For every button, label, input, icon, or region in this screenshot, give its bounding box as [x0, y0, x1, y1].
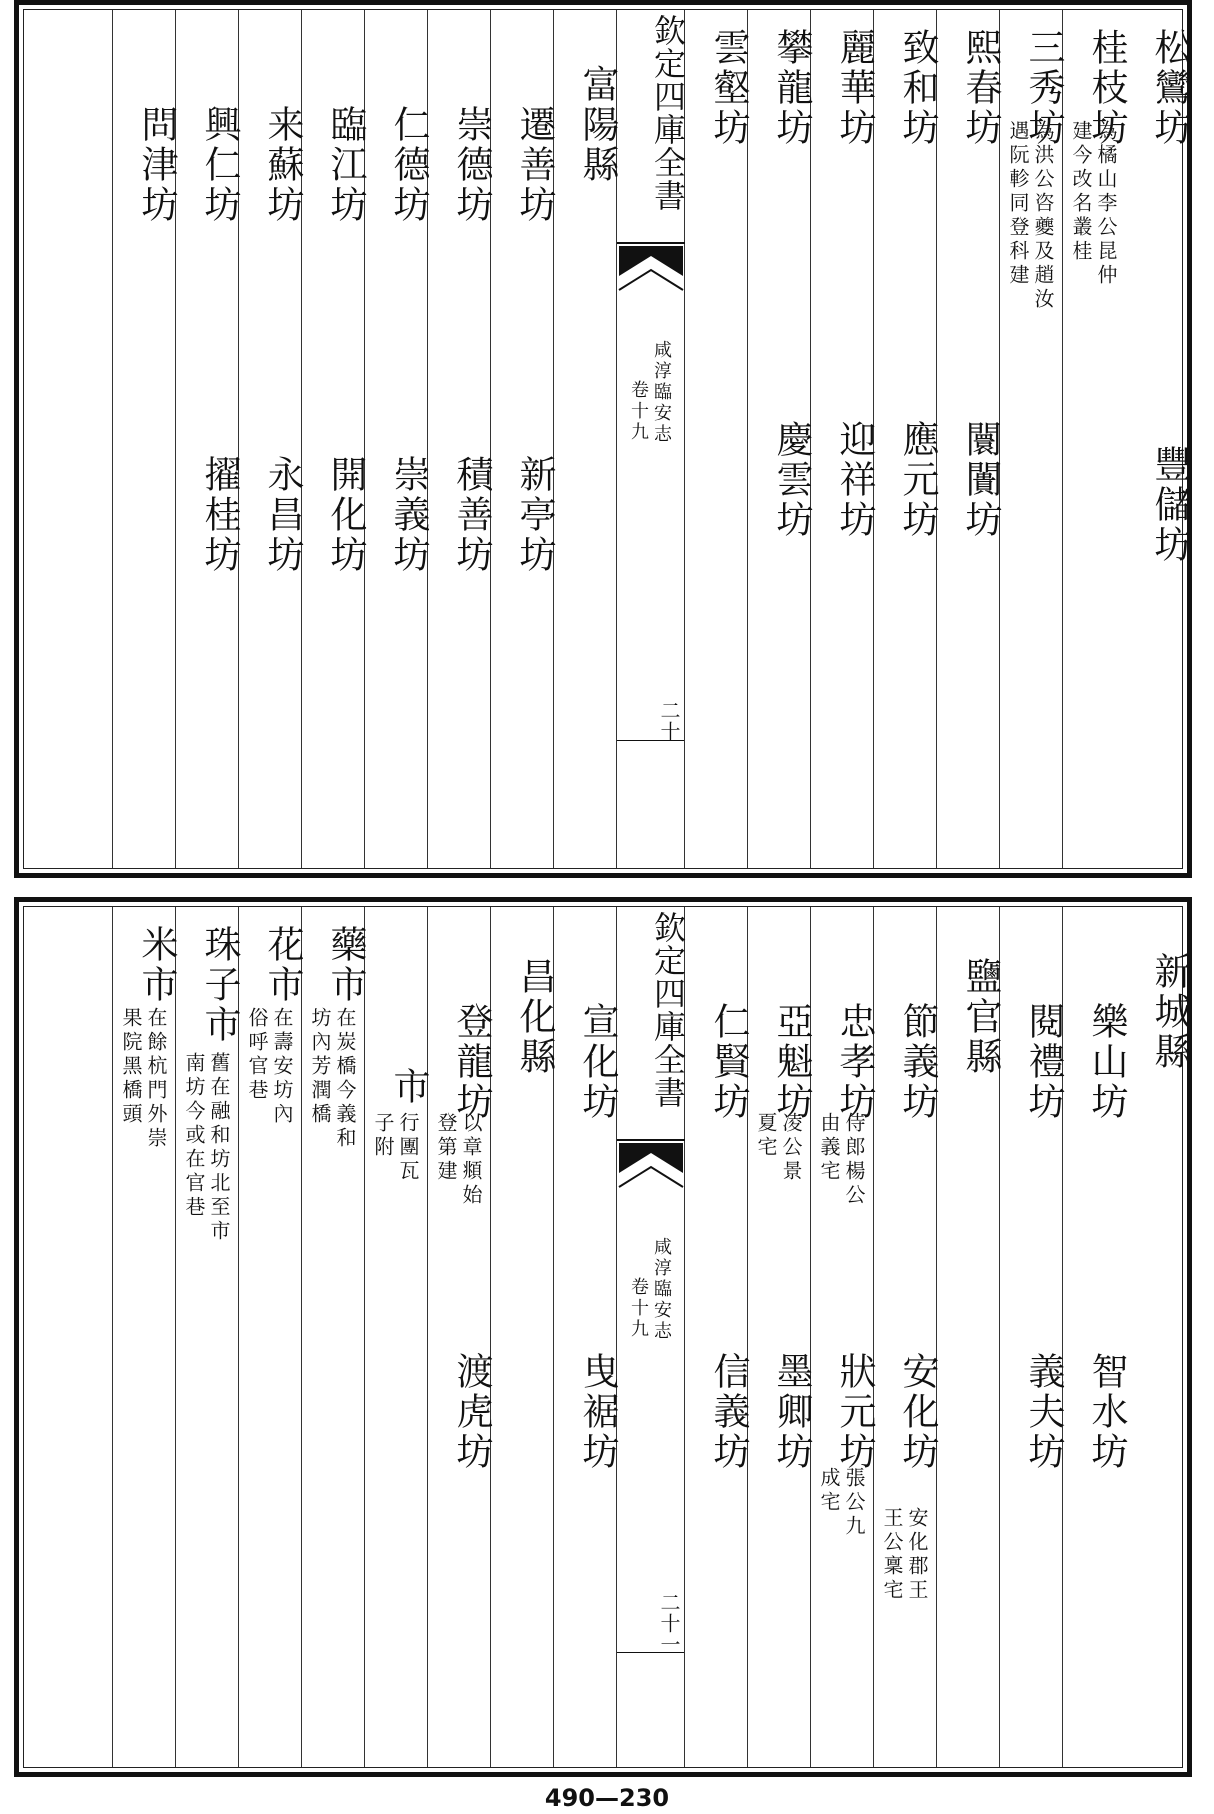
column-second-text: 智水坊 [1085, 1352, 1128, 1472]
column-main-text: 新城縣 [1148, 952, 1191, 1072]
annotation-line: 夏宅 [754, 1112, 778, 1160]
annotation-line: 南坊今或在官巷 [182, 1052, 206, 1220]
column-main-text: 花市 [261, 925, 304, 1005]
column-second-text: 擢桂坊 [198, 455, 241, 575]
column-second-text: 闤闠坊 [959, 420, 1002, 540]
column-second-text: 豐儲坊 [1148, 445, 1191, 565]
annotation-line: 王公稟宅 [880, 1507, 904, 1603]
column-main-text: 閱禮坊 [1022, 1002, 1065, 1122]
column-13 [301, 907, 367, 1767]
column-main-text: 亞魁坊 [770, 1002, 813, 1122]
column-second-text: 新亭坊 [513, 455, 556, 575]
annotation-line: 子附 [371, 1112, 395, 1160]
column-second-text: 崇義坊 [387, 455, 430, 575]
column-5 [873, 907, 939, 1767]
page-number: 490—230 [544, 1784, 670, 1812]
column-4 [936, 907, 1002, 1767]
annotation-line: 俗呼官巷 [245, 1007, 269, 1103]
book-title: 欽定四庫全書 [649, 14, 687, 212]
column-second-text: 墨卿坊 [770, 1352, 813, 1472]
center-fold [616, 907, 687, 1767]
volume-info: 咸淳臨安志 [651, 340, 672, 445]
column-main-text: 熙春坊 [959, 28, 1002, 148]
column-8 [684, 907, 750, 1767]
column-main-text: 麗華坊 [833, 28, 876, 148]
column-11 [427, 10, 493, 868]
column-6 [810, 10, 876, 868]
chapter-label: 卷十九 [628, 380, 649, 443]
column-16 [112, 10, 178, 868]
column-main-text: 珠子市 [198, 925, 241, 1045]
column-second-text: 曳裾坊 [576, 1352, 619, 1472]
book-title: 欽定四庫全書 [649, 911, 687, 1109]
column-1 [1125, 907, 1191, 1767]
column-main-text: 市 [387, 1067, 430, 1107]
column-second-text: 積善坊 [450, 455, 493, 575]
column-main-text: 来蘇坊 [261, 105, 304, 225]
fishtail-mark [617, 242, 685, 312]
column-main-text: 三秀坊 [1022, 28, 1065, 148]
column-main-text: 仁德坊 [387, 105, 430, 225]
column-2 [1062, 10, 1128, 868]
annotation-line: 成宅 [817, 1467, 841, 1515]
column-main-text: 臨江坊 [324, 105, 367, 225]
column-7 [747, 10, 813, 868]
column-second-text: 義夫坊 [1022, 1352, 1065, 1472]
column-main-text: 桂枝坊 [1085, 28, 1128, 148]
column-1 [1125, 10, 1191, 868]
column-main-text: 昌化縣 [513, 957, 556, 1077]
chapter-label: 卷十九 [628, 1277, 649, 1340]
column-main-text: 忠孝坊 [833, 1002, 876, 1122]
column-second-text: 開化坊 [324, 455, 367, 575]
column-main-text: 松鸞坊 [1148, 28, 1191, 148]
annotation-line: 行團瓦 [396, 1112, 420, 1184]
column-4 [936, 10, 1002, 868]
annotation-line: 果院黑橋頭 [119, 1007, 143, 1127]
column-8 [684, 10, 750, 868]
column-main-text: 問津坊 [135, 105, 178, 225]
column-11 [427, 907, 493, 1767]
annotation-line: 登第建 [434, 1112, 458, 1184]
column-main-text: 富陽縣 [576, 65, 619, 185]
column-15 [175, 10, 241, 868]
annotation-line: 為橘山李公昆仲 [1094, 120, 1118, 288]
column-main-text: 藥市 [324, 925, 367, 1005]
annotation-line: 安化郡王 [905, 1507, 929, 1603]
annotation-line: 在壽安坊內 [270, 1007, 294, 1127]
column-second-text: 永昌坊 [261, 455, 304, 575]
column-second-text: 慶雲坊 [770, 420, 813, 540]
column-12 [364, 907, 430, 1767]
column-main-text: 攀龍坊 [770, 28, 813, 148]
column-second-text: 迎祥坊 [833, 420, 876, 540]
column-10 [490, 10, 556, 868]
column-12 [364, 10, 430, 868]
column-6 [810, 907, 876, 1767]
column-main-text: 仁賢坊 [707, 1002, 750, 1122]
column-second-text: 渡虎坊 [450, 1352, 493, 1472]
volume-info: 咸淳臨安志 [651, 1237, 672, 1342]
column-3 [999, 907, 1065, 1767]
bottom-page [14, 897, 1192, 1777]
annotation-line: 建今改名叢桂 [1069, 120, 1093, 264]
column-14 [238, 907, 304, 1767]
column-9 [553, 10, 619, 868]
annotation-line: 侍郎楊公 [842, 1112, 866, 1208]
top-page-frame [23, 9, 1191, 869]
column-16 [112, 907, 178, 1767]
column-main-text: 興仁坊 [198, 105, 241, 225]
folio-number: 二十一 [657, 1592, 681, 1655]
column-7 [747, 907, 813, 1767]
column-3 [999, 10, 1065, 868]
column-main-text: 登龍坊 [450, 1002, 493, 1122]
column-main-text: 遷善坊 [513, 105, 556, 225]
column-5 [873, 10, 939, 868]
column-main-text: 崇德坊 [450, 105, 493, 225]
fishtail-mark [617, 1139, 685, 1209]
column-14 [238, 10, 304, 868]
column-main-text: 致和坊 [896, 28, 939, 148]
column-main-text: 宣化坊 [576, 1002, 619, 1122]
column-2 [1062, 907, 1128, 1767]
column-13 [301, 10, 367, 868]
annotation-line: 為洪公咨夔及趙汝 [1031, 120, 1055, 312]
annotation-line: 張公九 [842, 1467, 866, 1539]
column-second-text: 安化坊 [896, 1352, 939, 1472]
column-9 [553, 907, 619, 1767]
annotation-line: 凌公景 [779, 1112, 803, 1184]
fold-divider [617, 740, 684, 741]
column-15 [175, 907, 241, 1767]
folio-number: 二十 [657, 700, 681, 742]
column-second-text: 狀元坊 [833, 1352, 876, 1472]
column-main-text: 樂山坊 [1085, 1002, 1128, 1122]
annotation-line: 以章頫始 [459, 1112, 483, 1208]
column-main-text: 節義坊 [896, 1002, 939, 1122]
column-main-text: 雲壑坊 [707, 28, 750, 148]
column-main-text: 鹽官縣 [959, 957, 1002, 1077]
annotation-line: 遇阮軫同登科建 [1006, 120, 1030, 288]
column-second-text: 應元坊 [896, 420, 939, 540]
column-10 [490, 907, 556, 1767]
annotation-line: 由義宅 [817, 1112, 841, 1184]
annotation-line: 在炭橋今義和 [333, 1007, 357, 1151]
annotation-line: 坊內芳潤橋 [308, 1007, 332, 1127]
bottom-page-frame [23, 906, 1191, 1768]
top-page [14, 0, 1192, 878]
fold-divider [617, 1652, 684, 1653]
annotation-line: 在餘杭門外崇 [144, 1007, 168, 1151]
column-main-text: 米市 [135, 925, 178, 1005]
annotation-line: 舊在融和坊北至市 [207, 1052, 231, 1244]
center-fold [616, 10, 687, 868]
column-second-text: 信義坊 [707, 1352, 750, 1472]
